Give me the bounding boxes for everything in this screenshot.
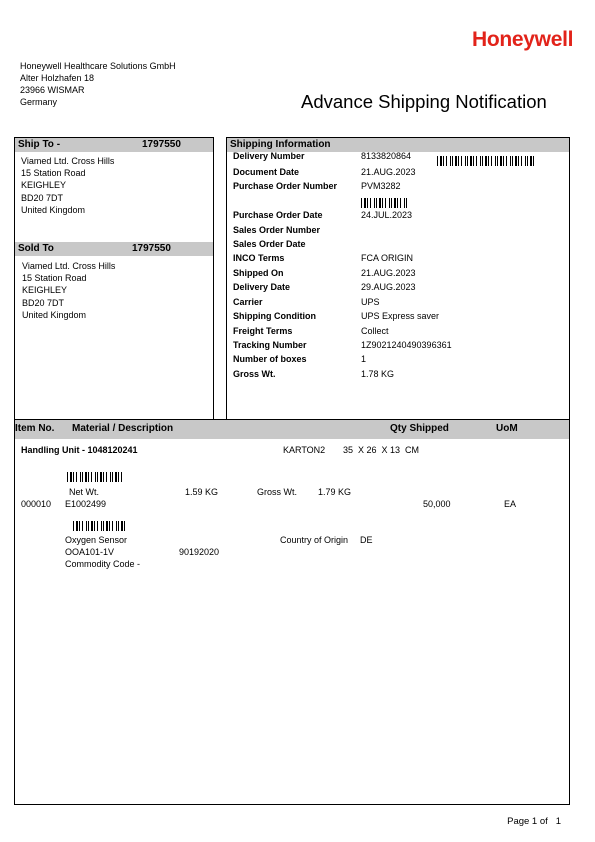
ship-to-line: BD20 7DT	[21, 192, 64, 203]
ship-to-label: Ship To -	[18, 139, 61, 150]
items-panel	[14, 419, 570, 805]
shipping-info-label: Sales Order Number	[233, 225, 321, 235]
ship-to-line: Viamed Ltd. Cross Hills	[21, 156, 115, 166]
sold-to-number: 1797550	[132, 243, 171, 254]
country-of-origin-value: DE	[360, 535, 373, 545]
sender-address	[20, 60, 176, 108]
sold-to-line: KEIGHLEY	[22, 285, 68, 296]
qty-shipped: 50,000	[423, 499, 451, 509]
page-number	[507, 816, 561, 827]
sold-to-header	[15, 242, 213, 256]
package-dims: 35 X 26 X 13 CM	[343, 445, 420, 455]
sold-to-address	[22, 260, 115, 321]
page-total: 1	[555, 816, 561, 827]
shipping-info-label: Document Date	[233, 167, 300, 177]
shipping-info-value: 21.AUG.2023	[361, 167, 416, 177]
shipping-info-label: Freight Terms	[233, 326, 293, 336]
ship-to-line: United Kingdom	[21, 204, 86, 215]
delivery-number-barcode	[437, 156, 535, 166]
shipping-info-label: Carrier	[233, 297, 263, 307]
sold-to-line: 15 Station Road	[22, 273, 87, 284]
shipping-info-value: 8133820864	[361, 151, 412, 161]
shipping-info-value: 24.JUL.2023	[361, 210, 413, 220]
shipping-info-value: 1.78 KG	[361, 369, 395, 379]
commodity-code-label: Commodity Code -	[65, 559, 141, 569]
sender-country: Germany	[20, 97, 58, 107]
sender-city: 23966 WISMAR	[20, 85, 85, 95]
col-uom: UoM	[496, 423, 518, 434]
package-type: KARTON2	[283, 445, 326, 455]
ship-to-number: 1797550	[142, 139, 181, 150]
item-barcode-1	[67, 472, 123, 482]
shipping-info-header	[227, 138, 569, 152]
shipping-info-label: INCO Terms	[233, 253, 285, 263]
sold-to-label: Sold To	[18, 243, 54, 254]
sender-company: Honeywell Healthcare Solutions GmbH	[20, 61, 176, 71]
ship-to-address	[21, 155, 213, 216]
shipping-info-value: 21.AUG.2023	[361, 268, 416, 278]
shipping-info-label: Shipped On	[233, 268, 284, 278]
commodity-code-value: 90192020	[179, 547, 220, 557]
address-panel	[14, 137, 214, 420]
shipping-info-label: Gross Wt.	[233, 369, 276, 379]
col-material: Material / Description	[72, 423, 174, 434]
shipping-info-value: UPS	[361, 297, 380, 307]
shipping-info-value: FCA ORIGIN	[361, 253, 414, 263]
col-qty-shipped: Qty Shipped	[390, 423, 449, 434]
honeywell-logo: Honeywell	[472, 28, 574, 51]
page-label: Page 1 of	[507, 816, 548, 827]
shipping-info-value: 1Z9021240490396361	[361, 340, 452, 350]
handling-unit: Handling Unit - 1048120241	[21, 445, 138, 455]
ship-to-line: KEIGHLEY	[21, 180, 67, 191]
shipping-info-label: Tracking Number	[233, 340, 307, 350]
shipping-info-value: UPS Express saver	[361, 311, 440, 321]
ship-to-line: 15 Station Road	[21, 168, 86, 179]
shipping-info-panel	[226, 137, 570, 420]
shipping-info-label: Delivery Number	[233, 151, 305, 161]
sold-to-line: Viamed Ltd. Cross Hills	[22, 261, 116, 271]
col-item-no: Item No.	[15, 423, 55, 434]
items-header	[15, 420, 569, 439]
shipping-info-label: Shipping Condition	[233, 311, 316, 321]
shipping-info-label: Delivery Date	[233, 282, 291, 292]
net-wt-label: Net Wt.	[69, 487, 100, 497]
material-number: E1002499	[65, 499, 107, 509]
uom-value: EA	[504, 499, 517, 509]
shipping-info-label: Number of boxes	[233, 354, 307, 364]
shipping-info-title: Shipping Information	[230, 139, 331, 150]
shipping-info-value: PVM3282	[361, 181, 401, 191]
po-number-barcode	[361, 198, 409, 208]
shipping-info-value: 29.AUG.2023	[361, 282, 416, 292]
shipping-info-label: Purchase Order Number	[233, 181, 338, 191]
gross-wt-label: Gross Wt.	[257, 487, 297, 497]
part-number: OOA101-1V	[65, 547, 115, 557]
shipping-info-value: 1	[361, 354, 367, 364]
item-number: 000010	[21, 499, 52, 509]
ship-to-header	[15, 138, 213, 152]
country-of-origin-label: Country of Origin	[280, 535, 349, 545]
gross-wt-value: 1.79 KG	[318, 487, 352, 497]
shipping-info-value: Collect	[361, 326, 389, 336]
sold-to-line: BD20 7DT	[22, 297, 65, 308]
net-wt-value: 1.59 KG	[185, 487, 219, 497]
document-title: Advance Shipping Notification	[301, 91, 547, 112]
sender-street: Alter Holzhafen 18	[20, 73, 95, 83]
shipping-info-label: Sales Order Date	[233, 239, 306, 249]
sold-to-line: United Kingdom	[22, 309, 87, 320]
item-barcode-2	[73, 521, 125, 531]
item-description: Oxygen Sensor	[65, 535, 128, 545]
shipping-info-label: Purchase Order Date	[233, 210, 323, 220]
